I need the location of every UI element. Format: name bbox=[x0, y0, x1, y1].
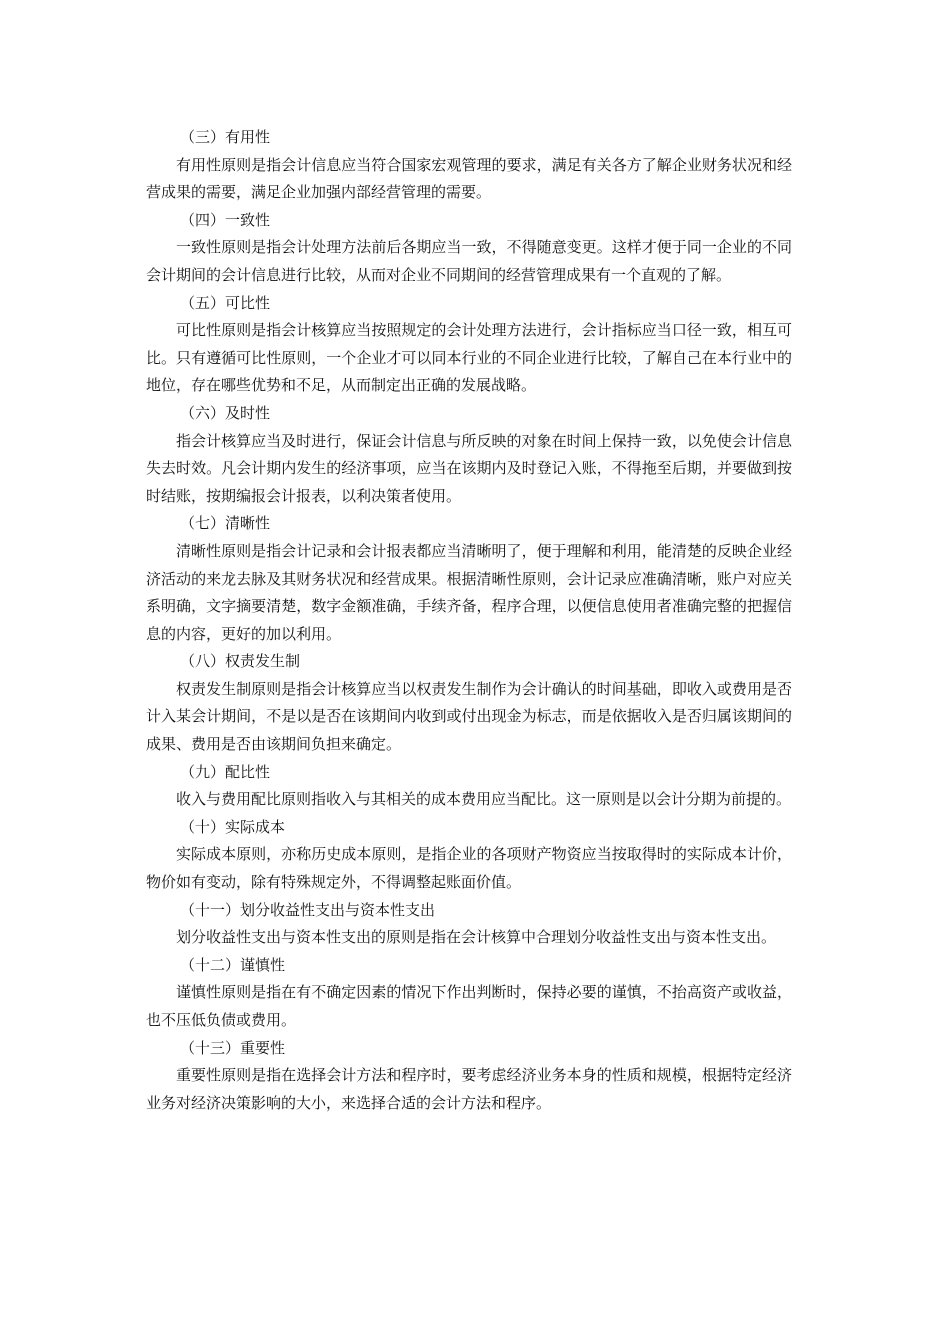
document-body bbox=[146, 124, 792, 1117]
section-prudence bbox=[146, 952, 792, 1035]
section-paragraph: 一致性原则是指会计处理方法前后各期应当一致，不得随意变更。这样才便于同一企业的不同会计期间的会计信息进行比较，从而对企业不同期间的经营管理成果有一个直观的了解。 bbox=[146, 238, 792, 284]
section-useful bbox=[146, 124, 792, 207]
section-paragraph: 收入与费用配比原则指收入与其相关的成本费用应当配比。这一原则是以会计分期为前提的。 bbox=[176, 790, 792, 809]
section-heading: （五）可比性 bbox=[180, 293, 271, 312]
section-paragraph: 权责发生制原则是指会计核算应当以权责发生制作为会计确认的时间基础，即收入或费用是否计入某会计期间，不是以是否在该期间内收到或付出现金为标志，而是依据收入是否归属该期间的成果、费用是否由该期间负担来确定。 bbox=[146, 679, 792, 754]
section-paragraph: 可比性原则是指会计核算应当按照规定的会计处理方法进行，会计指标应当口径一致，相互可比。只有遵循可比性原则，一个企业才可以同本行业的不同企业进行比较，了解自己在本行业中的地位，存在哪些优势和不足，从而制定出正确的发展战略。 bbox=[146, 321, 792, 395]
section-comparability bbox=[146, 290, 792, 400]
section-actual-cost bbox=[146, 814, 792, 897]
section-accrual-basis bbox=[146, 648, 792, 758]
section-heading: （八）权责发生制 bbox=[180, 652, 301, 671]
section-paragraph: 重要性原则是指在选择会计方法和程序时，要考虑经济业务本身的性质和规模，根据特定经济业务对经济决策影响的大小，来选择合适的会计方法和程序。 bbox=[146, 1066, 792, 1112]
section-paragraph: 谨慎性原则是指在有不确定因素的情况下作出判断时，保持必要的谨慎，不抬高资产或收益，也不压低负债或费用。 bbox=[146, 983, 792, 1029]
section-heading: （十三）重要性 bbox=[180, 1038, 286, 1057]
section-heading: （七）清晰性 bbox=[180, 514, 271, 533]
section-heading: （四）一致性 bbox=[180, 210, 271, 229]
section-paragraph: 清晰性原则是指会计记录和会计报表都应当清晰明了，便于理解和利用，能清楚的反映企业经济活动的来龙去脉及其财务状况和经营成果。根据清晰性原则，会计记录应准确清晰，账户对应关系明确，文字摘要清楚，数字金额准确，手续齐备，程序合理，以便信息使用者准确完整的把握信息的内容，更好的加以利用。 bbox=[146, 541, 792, 643]
section-consistency bbox=[146, 207, 792, 290]
section-heading: （三）有用性 bbox=[180, 128, 271, 146]
section-paragraph: 指会计核算应当及时进行，保证会计信息与所反映的对象在时间上保持一致，以免使会计信息失去时效。凡会计期内发生的经济事项，应当在该期内及时登记入账，不得拖至后期，并要做到按时结账，按期编报会计报表，以利决策者使用。 bbox=[146, 431, 792, 505]
section-materiality bbox=[146, 1035, 792, 1118]
section-heading: （十一）划分收益性支出与资本性支出 bbox=[180, 900, 436, 919]
section-heading: （六）及时性 bbox=[180, 403, 271, 422]
section-clarity bbox=[146, 510, 792, 648]
section-heading: （九）配比性 bbox=[180, 762, 271, 781]
section-heading: （十）实际成本 bbox=[180, 817, 286, 836]
section-paragraph: 有用性原则是指会计信息应当符合国家宏观管理的要求，满足有关各方了解企业财务状况和经营成果的需要，满足企业加强内部经营管理的需要。 bbox=[146, 155, 792, 202]
section-expenditure-division bbox=[146, 897, 792, 952]
section-paragraph: 划分收益性支出与资本性支出的原则是指在会计核算中合理划分收益性支出与资本性支出。 bbox=[176, 928, 777, 947]
section-heading: （十二）谨慎性 bbox=[180, 955, 286, 974]
section-timeliness bbox=[146, 400, 792, 510]
section-matching bbox=[146, 759, 792, 814]
section-paragraph: 实际成本原则，亦称历史成本原则，是指企业的各项财产物资应当按取得时的实际成本计价，物价如有变动，除有特殊规定外，不得调整起账面价值。 bbox=[146, 845, 792, 892]
